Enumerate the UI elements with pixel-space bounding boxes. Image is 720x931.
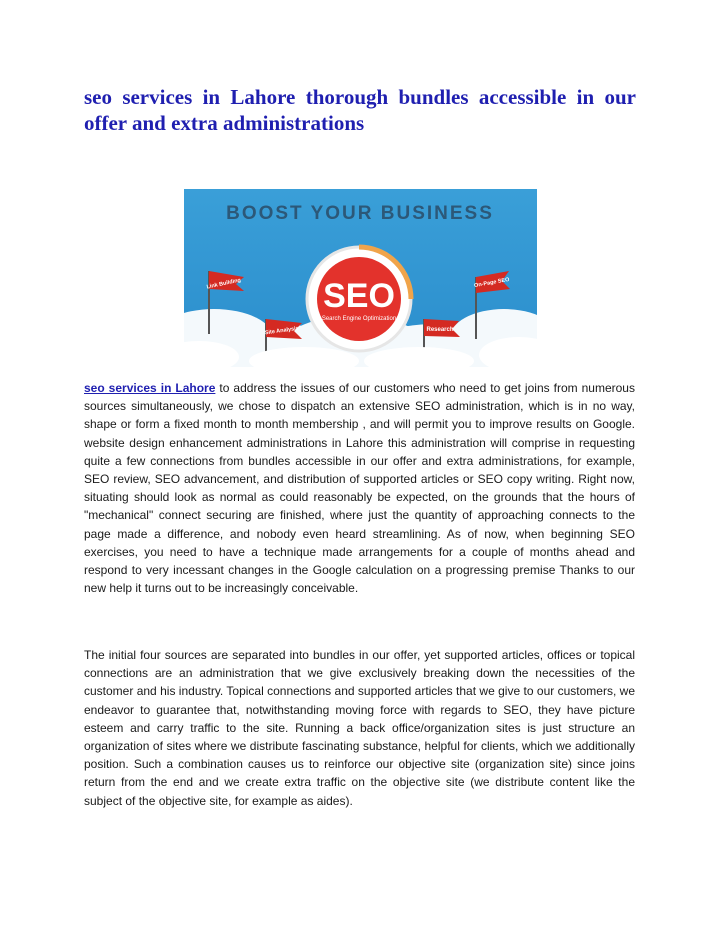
banner-headline: BOOST YOUR BUSINESS	[226, 203, 494, 224]
paragraph-1	[84, 379, 635, 597]
seo-subtext: Search Engine Optimization	[321, 316, 397, 322]
seo-badge	[307, 247, 411, 351]
paragraph-1-text: to address the issues of our customers who need to get joins from numerous sources simultaneously, we chose to dispatch an extensive SEO administration, which is in no way, shape or form a fixed month to month membership , and will permit you to improve results on Google. website design enhancement administrations in Lahore this administration will comprise in requesting quite a few connections from bundles accessible in our offer and extra administrations, for example, SEO review, SEO advancement, and distribution of supported articles or SEO copy writing. Right now, situating should look as normal as could reasonably be expected, on the grounds that the hours of "mechanical" connect securing are finished, where just the quantity of approaching connects to the page made a difference, and nobody even heard streamlining. As of now, when beginning SEO exercises, you need to have a technique made arrangements for a couple of months ahead and respond to very incessant changes in the Google calculation on a progressing premise Thanks to our new help it turns out to be increasingly conceivable.	[84, 381, 635, 596]
banner-illustration	[184, 189, 537, 367]
flag-label-link-building: Link Building	[206, 277, 242, 291]
seo-services-link[interactable]: seo services in Lahore	[84, 381, 216, 395]
seo-text: SEO	[323, 277, 395, 315]
flag-label-on-page-seo: On-Page SEO	[473, 276, 510, 290]
banner-image	[184, 189, 537, 367]
flag-label-research: Research	[426, 327, 454, 333]
flag-label-site-analysis: Site Analysis	[264, 325, 300, 337]
paragraph-2: The initial four sources are separated into bundles in our offer, yet supported articles, offices or topical connections are an administration that we give exclusively breaking down the necessities of the customer and his industry. Topical connections and supported articles that we give to our customers, we endeavor to guarantee that, notwithstanding moving force with regards to SEO, they have picture esteem and carry traffic to the site. Running a back office/organization sites is just structure an organization of sites where we distribute fascinating substance, helpful for clients, which we additionally position. Such a combination causes us to reinforce our objective site (organization site) since joins return from the end and we create extra traffic on the objective site (we distribute content like the subject of the objective site, for example as aides).	[84, 648, 635, 808]
document-title: seo services in Lahore thorough bundles accessible in our offer and extra administrations	[84, 85, 636, 135]
